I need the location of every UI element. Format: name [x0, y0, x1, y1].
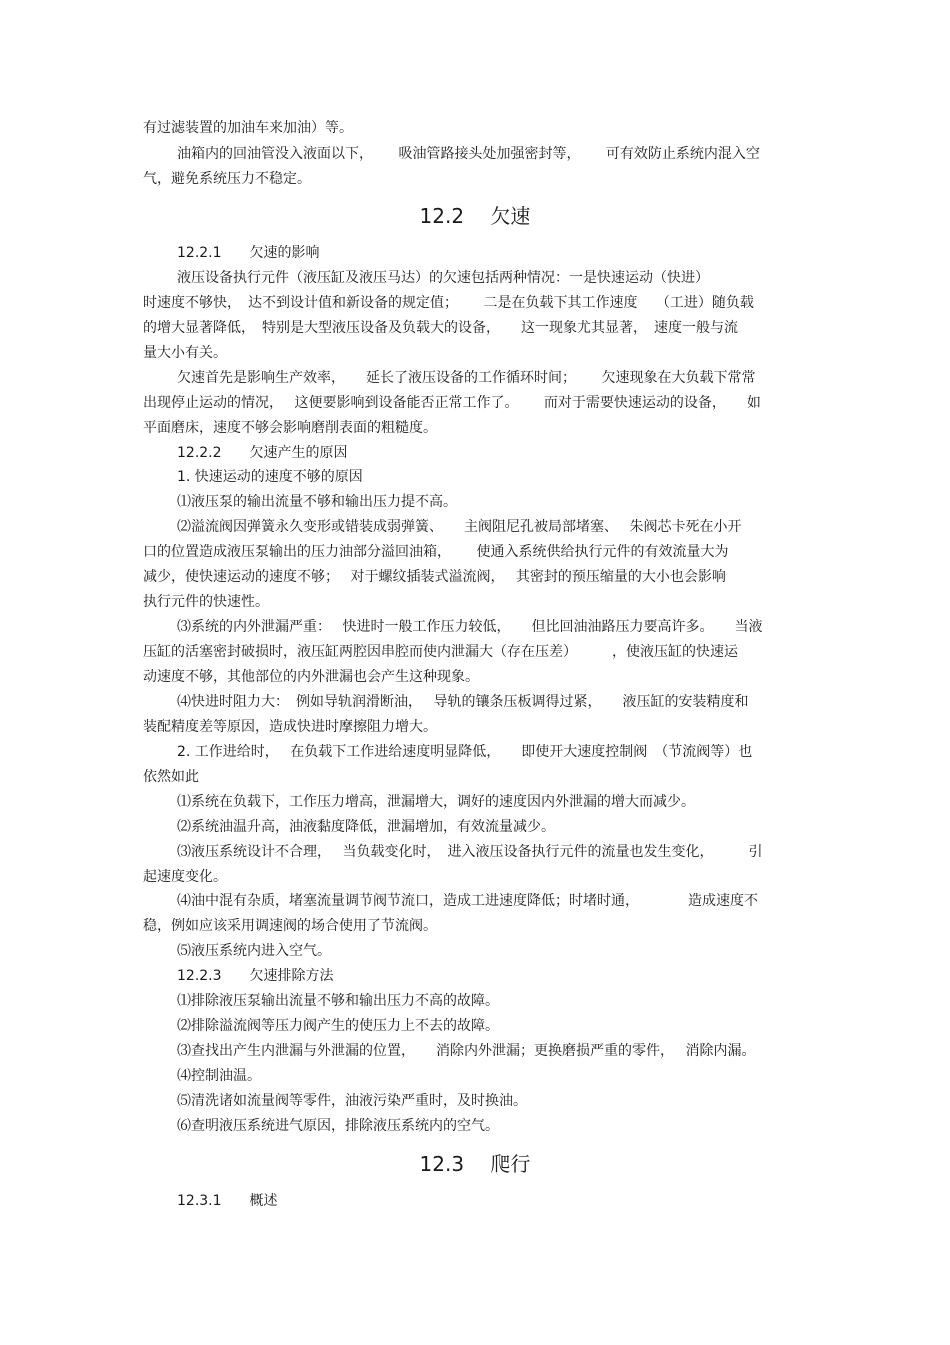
body-line: ⑹查明液压系统进气原因，排除液压系统内的空气。 — [177, 1118, 499, 1134]
body-line: ⑴液压泵的输出流量不够和输出压力提不高。 — [177, 494, 457, 510]
body-line: ⑶液压系统设计不合理， 当负载变化时， 进入液压设备执行元件的流量也发生变化， 引 — [177, 844, 763, 860]
body-line: ⑵溢流阀因弹簧永久变形或错装成弱弹簧、 主阀阻尼孔被局部堵塞、 朱阀芯卡死在小开 — [177, 519, 742, 535]
body-line: ⑴排除液压泵输出流量不够和输出压力不高的故障。 — [177, 993, 499, 1009]
body-line: 减少，使快速运动的速度不够； 对于螺纹插装式溢流阀， 其密封的预压缩量的大小也会影响 — [143, 569, 726, 585]
body-line: 欠速首先是影响生产效率， 延长了液压设备的工作循环时间； 欠速现象在大负载下常常 — [177, 370, 756, 386]
body-line: 量大小有关。 — [143, 345, 227, 361]
body-line: 装配精度差等原因，造成快进时摩擦阻力增大。 — [143, 719, 437, 735]
subsection-heading: 12.2.2 欠速产生的原因 — [177, 445, 348, 461]
body-line: 2. 工作进给时， 在负载下工作进给速度明显降低， 即使开大速度控制阀 （节流阀等）也 — [177, 744, 753, 760]
body-line: ⑷油中混有杂质，堵塞流量调节阀节流口，造成工进速度降低；时堵时通， 造成速度不 — [177, 893, 758, 909]
body-line: ⑸清洗诸如流量阀等零件，油液污染严重时，及时换油。 — [177, 1093, 527, 1109]
body-line: ⑷快进时阻力大： 例如导轨润滑断油， 导轨的镶条压板调得过紧， 液压缸的安装精度和 — [177, 694, 749, 710]
subsection-heading: 12.2.3 欠速排除方法 — [177, 968, 334, 984]
body-line: ⑵系统油温升高，油液黏度降低，泄漏增加，有效流量减少。 — [177, 819, 555, 835]
body-line: 平面磨床，速度不够会影响磨削表面的粗糙度。 — [143, 420, 437, 436]
body-line: ⑷控制油温。 — [177, 1068, 261, 1084]
section-heading-12-2: 12.2 欠速 — [419, 204, 531, 228]
body-line: 动速度不够，其他部位的内外泄漏也会产生这种现象。 — [143, 669, 479, 685]
body-line: 口的位置造成液压泵输出的压力油部分溢回油箱， 使通入系统供给执行元件的有效流量大为 — [143, 544, 729, 560]
body-line: 压缸的活塞密封破损时，液压缸两腔因串腔而使内泄漏大（存在压差） ，使液压缸的快速运 — [143, 644, 738, 660]
subsection-heading: 12.3.1 概述 — [177, 1193, 278, 1209]
body-line: 时速度不够快， 达不到设计值和新设备的规定值； 二是在负载下其工作速度 （工进）随负载 — [143, 295, 754, 311]
subsection-heading: 12.2.1 欠速的影响 — [177, 245, 320, 261]
body-line: 气，避免系统压力不稳定。 — [143, 171, 311, 187]
body-line: ⑸液压系统内进入空气。 — [177, 943, 331, 959]
body-line: ⑴系统在负载下，工作压力增高，泄漏增大，调好的速度因内外泄漏的增大而减少。 — [177, 794, 695, 810]
body-line: 有过滤装置的加油车来加油）等。 — [143, 120, 353, 136]
body-line: 执行元件的快速性。 — [143, 594, 269, 610]
body-line: 依然如此 — [143, 769, 199, 785]
body-line: ⑶查找出产生内泄漏与外泄漏的位置， 消除内外泄漏；更换磨损严重的零件， 消除内漏。 — [177, 1043, 756, 1059]
body-line: 稳，例如应该采用调速阀的场合使用了节流阀。 — [143, 918, 437, 934]
body-line: 的增大显著降低， 特别是大型液压设备及负载大的设备， 这一现象尤其显著， 速度一般与流 — [143, 320, 738, 336]
body-line: 出现停止运动的情况， 这便要影响到设备能否正常工作了。 而对于需要快速运动的设备， 如 — [143, 395, 761, 411]
body-line: 液压设备执行元件（液压缸及液压马达）的欠速包括两种情况：一是快速运动（快进） — [177, 270, 709, 286]
body-line: ⑶系统的内外泄漏严重： 快进时一般工作压力较低， 但比回油油路压力要高许多。 当液 — [177, 619, 763, 635]
section-heading-12-3: 12.3 爬行 — [419, 1152, 531, 1176]
body-line: 1. 快速运动的速度不够的原因 — [177, 469, 363, 485]
body-line: 起速度变化。 — [143, 869, 227, 885]
body-line: 油箱内的回油管没入液面以下， 吸油管路接头处加强密封等， 可有效防止系统内混入空 — [177, 146, 760, 162]
body-line: ⑵排除溢流阀等压力阀产生的使压力上不去的故障。 — [177, 1018, 499, 1034]
